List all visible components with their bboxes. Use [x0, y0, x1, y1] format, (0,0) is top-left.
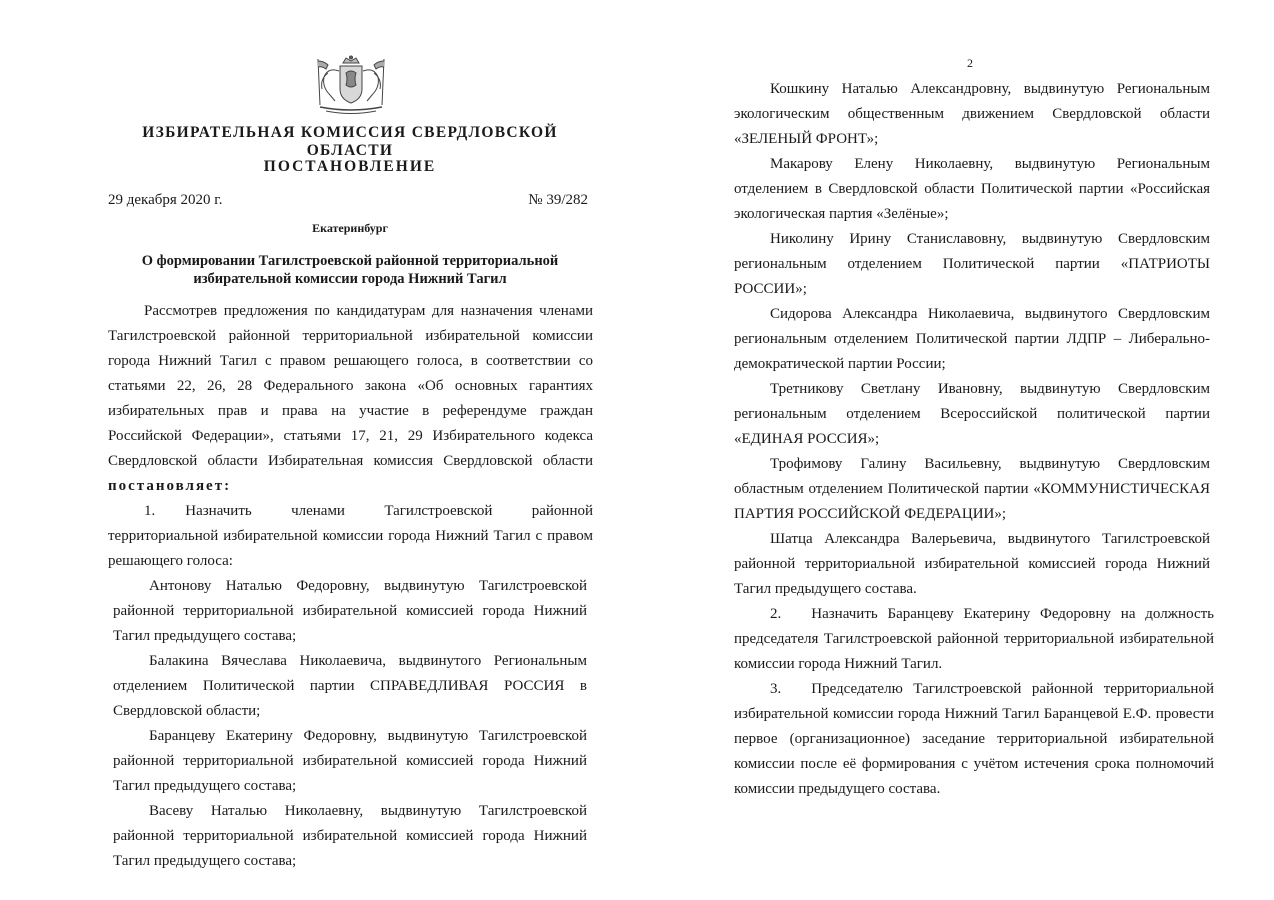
- candidate-paragraph: Третникову Светлану Ивановну, выдвинутую Свердловским региональным отделением Всероссийской политической партии «ЕДИНАЯ РОССИЯ»;: [734, 381, 1210, 447]
- document-page-2: [637, 0, 1274, 900]
- page-number: 2: [967, 56, 973, 70]
- coat-of-arms-emblem: [310, 55, 392, 117]
- item-3-paragraph: 3. Председателю Тагилстроевской районной территориальной избирательной комиссии города Нижний Тагил Баранцевой Е.Ф. провести первое (организационное) заседание территориальной избирательной комиссии после её формирования с учётом истечения срока полномочий комиссии предыдущего состава.: [734, 681, 1214, 797]
- decision-keyword: постановляет:: [108, 478, 232, 494]
- preamble-text: Рассмотрев предложения по кандидатурам для назначения членами Тагилстроевской районной территориальной избирательной комиссии города Нижний Тагил с правом решающего голоса, в соответствии со статьями 22, 26, 28 Федерального закона «Об основных гарантиях избирательных прав и права на участие в референдуме граждан Российской Федерации», статьями 17, 21, 29 Избирательного кодекса Свердловской области Избирательная комиссия Свердловской области: [108, 303, 593, 469]
- item-2-paragraph: 2. Назначить Баранцеву Екатерину Федоровну на должность председателя Тагилстроевской районной территориальной избирательной комиссии города Нижний Тагил.: [734, 606, 1214, 672]
- document-type: ПОСТАНОВЛЕНИЕ: [263, 158, 437, 175]
- title-line: О формировании Тагилстроевской районной территориальной: [141, 253, 559, 269]
- candidate-paragraph: Балакина Вячеслава Николаевича, выдвинутого Региональным отделением Политической партии СПРАВЕДЛИВАЯ РОССИЯ в Свердловской области;: [113, 653, 587, 719]
- document-title: [120, 252, 580, 288]
- item-1-paragraph: 1. Назначить членами Тагилстроевской районной территориальной избирательной комиссии города Нижний Тагил с правом решающего голоса:: [108, 503, 593, 569]
- document-body: [108, 299, 593, 874]
- document-body-continued: [734, 77, 1214, 802]
- candidate-paragraph: Баранцеву Екатерину Федоровну, выдвинутую Тагилстроевской районной территориальной избирательной комиссией города Нижний Тагил предыдущего состава;: [113, 728, 587, 794]
- preamble-paragraph: [108, 299, 593, 499]
- document-number: № 39/282: [528, 192, 588, 208]
- candidate-paragraph: Кошкину Наталью Александровну, выдвинутую Региональным экологическим общественным движением Свердловской области «ЗЕЛЕНЫЙ ФРОНТ»;: [734, 81, 1210, 147]
- candidate-paragraph: Сидорова Александра Николаевича, выдвинутого Свердловским региональным отделением Политической партии ЛДПР – Либерально-демократической партии России;: [734, 306, 1210, 372]
- candidate-paragraph: Шатца Александра Валерьевича, выдвинутого Тагилстроевской районной территориальной избирательной комиссией города Нижний Тагил предыдущего состава.: [734, 531, 1210, 597]
- candidate-paragraph: Трофимову Галину Васильевну, выдвинутую Свердловским областным отделением Политической партии «КОММУНИСТИЧЕСКАЯ ПАРТИЯ РОССИЙСКОЙ ФЕДЕРАЦИИ»;: [734, 456, 1210, 522]
- candidate-paragraph: Макарову Елену Николаевну, выдвинутую Региональным отделением в Свердловской области Политической партии «Российская экологическая партия «Зелёные»;: [734, 156, 1210, 222]
- organization-name: ИЗБИРАТЕЛЬНАЯ КОМИССИЯ СВЕРДЛОВСКОЙ ОБЛАСТИ: [142, 124, 558, 159]
- candidate-paragraph: Антонову Наталью Федоровну, выдвинутую Тагилстроевской районной территориальной избирательной комиссией города Нижний Тагил предыдущего состава;: [113, 578, 587, 644]
- document-city: Екатеринбург: [312, 221, 388, 235]
- candidate-paragraph: Николину Ирину Станиславовну, выдвинутую Свердловским региональным отделением Политической партии «ПАТРИОТЫ РОССИИ»;: [734, 231, 1210, 297]
- document-date: 29 декабря 2020 г.: [108, 192, 223, 208]
- title-line: избирательной комиссии города Нижний Тагил: [193, 271, 507, 287]
- candidate-paragraph: Васеву Наталью Николаевну, выдвинутую Тагилстроевской районной территориальной избирательной комиссией города Нижний Тагил предыдущего состава;: [113, 803, 587, 869]
